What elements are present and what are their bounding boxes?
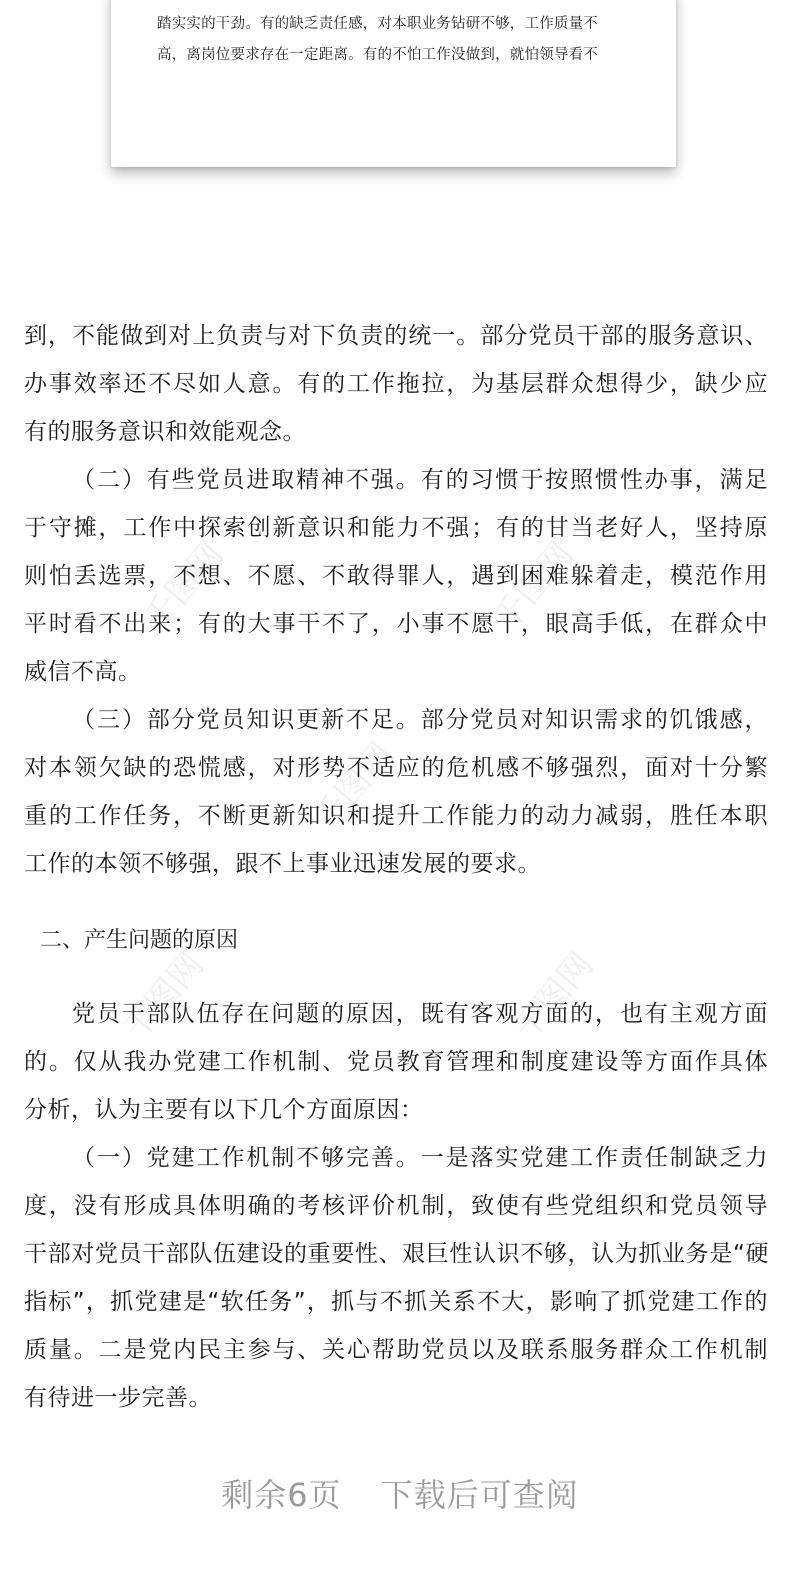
doc-line: （三）部分党员知识更新不足。部分党员对知识需求的饥饿感， [72, 707, 768, 733]
doc-line: 重的工作任务，不断更新知识和提升工作能力的动力减弱，胜任本职 [24, 803, 768, 829]
watermark: 千图网 [135, 534, 232, 639]
doc-line: 党员干部队伍存在问题的原因，既有客观方面的，也有主观方面 [72, 1001, 768, 1027]
doc-line: 有待进一步完善。 [24, 1385, 212, 1411]
doc-line: 威信不高。 [24, 659, 142, 685]
doc-line: （一）党建工作机制不够完善。一是落实党建工作责任制缺乏力 [72, 1145, 768, 1171]
watermark: 千图网 [485, 534, 582, 639]
section-heading: 二、产生问题的原因 [40, 928, 239, 953]
remaining-pages-label: 剩余6页 [221, 1476, 342, 1514]
doc-line: 指标”，抓党建是“软任务”，抓与不抓关系不大，影响了抓党建工作的 [24, 1289, 768, 1315]
doc-line: 工作的本领不够强，跟不上事业迅速发展的要求。 [24, 851, 541, 877]
preview-line: 高，离岗位要求存在一定距离。有的不怕工作没做到，就怕领导看不 [157, 47, 598, 63]
preview-card [111, 0, 676, 167]
download-to-view-label: 下载后可查阅 [380, 1476, 579, 1514]
watermark: 千图网 [115, 944, 212, 1049]
doc-line: 质量。二是党内民主参与、关心帮助党员以及联系服务群众工作机制 [24, 1337, 768, 1363]
doc-line: 平时看不出来；有的大事干不了，小事不愿干，眼高手低，在群众中 [24, 611, 768, 637]
download-prompt[interactable] [0, 1470, 800, 1516]
doc-line: 有的服务意识和效能观念。 [24, 419, 306, 445]
doc-line: 到，不能做到对上负责与对下负责的统一。部分党员干部的服务意识、 [24, 323, 768, 349]
watermark: 千图网 [305, 734, 402, 839]
preview-line: 踏实实的干劲。有的缺乏责任感，对本职业务钻研不够，工作质量不 [157, 16, 598, 32]
doc-line: 干部对党员干部队伍建设的重要性、艰巨性认识不够，认为抓业务是“硬 [24, 1241, 768, 1267]
doc-line: 于守摊，工作中探索创新意识和能力不强；有的甘当老好人，坚持原 [24, 515, 768, 541]
doc-line: 的。仅从我办党建工作机制、党员教育管理和制度建设等方面作具体 [24, 1049, 768, 1075]
doc-line: 对本领欠缺的恐慌感，对形势不适应的危机感不够强烈，面对十分繁 [24, 755, 768, 781]
doc-line: 分析，认为主要有以下几个方面原因： [24, 1097, 424, 1123]
watermark: 千图网 [505, 944, 602, 1049]
doc-line: 度，没有形成具体明确的考核评价机制，致使有些党组织和党员领导 [24, 1193, 768, 1219]
doc-line: 则怕丢选票，不想、不愿、不敢得罪人，遇到困难躲着走，模范作用 [24, 563, 768, 589]
doc-line: 办事效率还不尽如人意。有的工作拖拉，为基层群众想得少，缺少应 [24, 371, 768, 397]
doc-line: （二）有些党员进取精神不强。有的习惯于按照惯性办事，满足 [72, 467, 768, 493]
